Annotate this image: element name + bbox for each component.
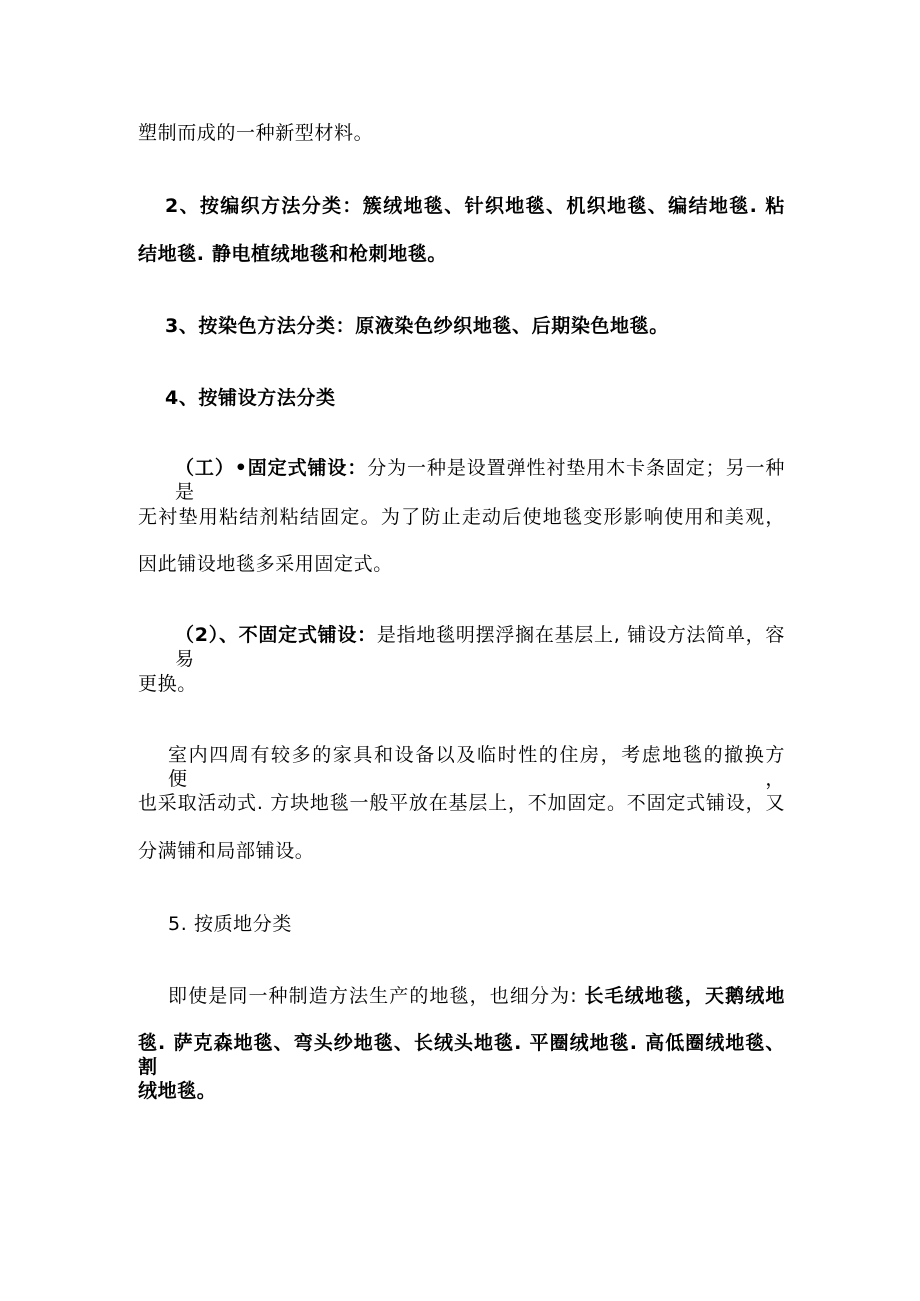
indoor-line-3: 分满铺和局部铺设。 bbox=[138, 840, 315, 862]
item2-line-1 bbox=[165, 194, 785, 218]
nonfixed-line-1-rest: 是指地毯明摆浮搁在基层上, 铺设方法简单，容易 bbox=[175, 624, 786, 670]
fixed-label: （工）•固定式铺设： bbox=[175, 457, 368, 479]
indoor-line-2: 也采取活动式. 方块地毯一般平放在基层上，不加固定。不固定式铺设，又 bbox=[138, 792, 785, 814]
nonfixed-line-2: 更换。 bbox=[138, 673, 197, 695]
quality-line-1 bbox=[168, 984, 785, 1008]
item3-line bbox=[165, 314, 669, 338]
item3-rest: 原液染色纱织地毯、后期染色地毯。 bbox=[355, 315, 669, 337]
quality-line-1-bold: 长毛绒地毯，天鹅绒地 bbox=[584, 985, 785, 1007]
indoor-line-1: 室内四周有较多的家具和设备以及临时性的住房，考虑地毯的撤换方便， bbox=[168, 744, 785, 790]
quality-line-2: 毯. 萨克森地毯、弯头纱地毯、长绒头地毯. 平圈绒地毯. 高低圈绒地毯、割 bbox=[138, 1032, 785, 1078]
fixed-line-1 bbox=[175, 456, 785, 504]
intro-line-1: 塑制而成的一种新型材料。 bbox=[138, 122, 374, 144]
item4-heading: 4、按铺设方法分类 bbox=[165, 387, 336, 409]
quality-line-3: 绒地毯。 bbox=[138, 1080, 217, 1102]
item2-line-2: 结地毯. 静电植绒地毯和枪刺地毯。 bbox=[138, 243, 448, 265]
quality-line-1-plain: 即使是同一种制造方法生产的地毯，也细分为: bbox=[168, 985, 585, 1007]
item2-line-1-rest: 簇绒地毯、针织地毯、机织地毯、编结地毯. 粘 bbox=[362, 195, 785, 217]
fixed-line-2: 无衬垫用粘结剂粘结固定。为了防止走动后使地毯变形影响使用和美观， bbox=[138, 506, 785, 528]
nonfixed-label: （2）、不固定式铺设： bbox=[175, 624, 377, 646]
fixed-line-1-rest: 分为一种是设置弹性衬垫用木卡条固定；另一种是 bbox=[175, 457, 785, 503]
item2-heading: 2、按编织方法分类： bbox=[165, 195, 363, 217]
item3-heading: 3、按染色方法分类： bbox=[165, 315, 356, 337]
item5-heading: 5. 按质地分类 bbox=[168, 913, 292, 935]
nonfixed-line-1 bbox=[175, 623, 785, 671]
fixed-line-3: 因此铺设地毯多采用固定式。 bbox=[138, 553, 393, 575]
